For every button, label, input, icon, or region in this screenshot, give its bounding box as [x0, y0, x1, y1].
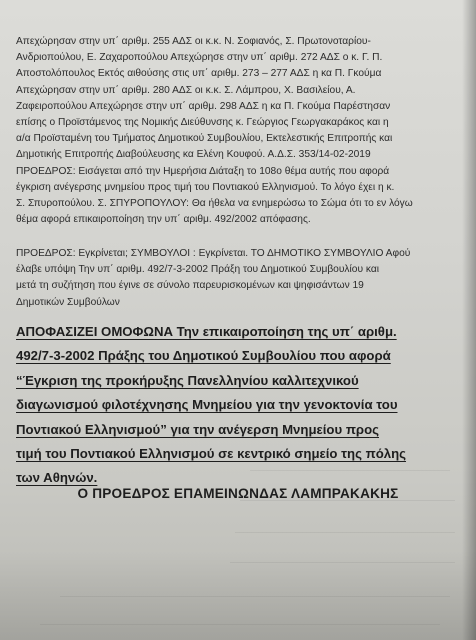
- text-line: μετά τη συζήτηση που έγινε σε σύνολο παρευρισκομένων και ψηφισάντων 19: [16, 280, 364, 292]
- text-line: Αποστολόπουλος Εκτός αιθούσης στις υπ΄ αριθμ. 273 – 277 ΑΔΣ η κα Π. Γκούμα: [16, 68, 382, 80]
- decision-paragraph: [16, 320, 468, 491]
- text-line: Ζαφειροπούλου Απεχώρησε στην υπ΄ αριθμ. 298 ΑΔΣ η κα Π. Γκούμα Παρέστησαν: [16, 100, 391, 112]
- text-line: Δημοτικής Επιτροπής Διαβούλευσης κα Ελένη Κουφού. Α.Δ.Σ. 353/14-02-2019: [16, 149, 371, 161]
- text-line: έγκριση ανέγερσης μνημείου προς τιμή του Ποντιακού Ελληνισμού. Το λόγο έχει η κ.: [16, 181, 395, 193]
- decision-line: διαγωνισμού φιλοτέχνησης Μνημείου για την γενοκτονία του: [16, 397, 398, 413]
- decision-line: 492/7-3-2002 Πράξης του Δημοτικού Συμβουλίου που αφορά: [16, 348, 391, 364]
- text-line: θέμα αφορά επικαιροποίηση την υπ΄ αριθμ. 492/2002 απόφασης.: [16, 214, 311, 226]
- signature-line: Ο ΠΡΟΕΔΡΟΣ ΕΠΑΜΕΙΝΩΝΔΑΣ ΛΑΜΠΡΑΚΑΚΗΣ: [77, 486, 399, 501]
- vote-paragraph: [16, 246, 464, 311]
- minutes-paragraph: [16, 34, 464, 228]
- text-line: έλαβε υπόψη Την υπ΄ αριθμ. 492/7-3-2002 Πράξη του Δημοτικού Συμβουλίου και: [16, 264, 379, 276]
- decision-line: “Έγκριση της προκήρυξης Πανελληνίου καλλιτεχνικού: [16, 372, 359, 388]
- page-shadow-edge: [462, 0, 476, 640]
- text-line: Απεχώρησαν στην υπ΄ αριθμ. 280 ΑΔΣ οι κ.κ. Σ. Λάμπρου, Χ. Βασιλείου, Α.: [16, 84, 356, 96]
- text-line: α/α Προϊσταμένη του Τμήματος Δημοτικού Συμβουλίου, Εκτελεστικής Επιτροπής και: [16, 133, 393, 145]
- decision-line: ΑΠΟΦΑΣΙΖΕΙ ΟΜΟΦΩΝΑ Την επικαιροποίηση της υπ΄ αριθμ.: [16, 324, 397, 339]
- decision-line: Ποντιακού Ελληνισμού” για την ανέγερση Μνημείου προς: [16, 421, 379, 437]
- text-line: Σ. Σπυροπούλου. Σ. ΣΠΥΡΟΠΟΥΛΟΥ: Θα ήθελα να ενημερώσω το Σώμα ότι το εν λόγω: [16, 198, 413, 210]
- page-shadow-bottom: [0, 550, 476, 640]
- text-line: επίσης ο Προϊστάμενος της Νομικής Διεύθυνσης κ. Γεώργιος Γεωργακαράκος και η: [16, 117, 389, 129]
- text-line: Ανδριοπούλου, Ε. Ζαχαροπούλου Απεχώρησε στην υπ΄ αριθμ. 272 ΑΔΣ ο κ. Γ. Π.: [16, 52, 383, 64]
- text-line: ΠΡΟΕΔΡΟΣ: Εισάγεται από την Ημερήσια Διάταξη το 108ο θέμα αυτής που αφορά: [16, 165, 390, 177]
- text-line: Απεχώρησαν στην υπ΄ αριθμ. 255 ΑΔΣ οι κ.κ. Ν. Σοφιανός, Σ. Πρωτονοταρίου-: [16, 36, 371, 47]
- text-line: Δημοτικών Συμβούλων: [16, 296, 120, 308]
- decision-line: των Αθηνών.: [16, 470, 98, 486]
- decision-line: τιμή του Ποντιακού Ελληνισμού σε κεντρικό σημείο της πόλης: [16, 446, 407, 462]
- text-line: ΠΡΟΕΔΡΟΣ: Εγκρίνεται; ΣΥΜΒΟΥΛΟΙ : Εγκρίνεται. ΤΟ ΔΗΜΟΤΙΚΟ ΣΥΜΒΟΥΛΙΟ Αφού: [16, 248, 411, 259]
